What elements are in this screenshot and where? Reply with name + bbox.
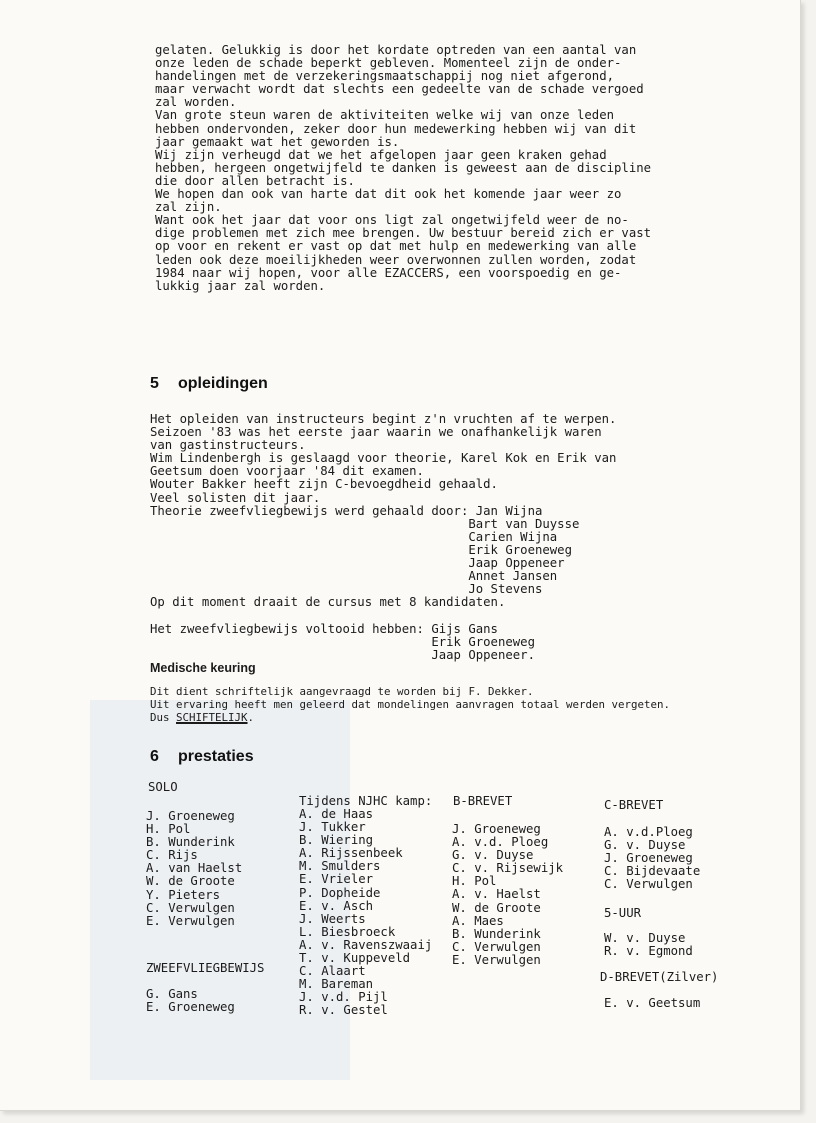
solo-list xyxy=(146,810,242,928)
bbrevet-list xyxy=(452,823,563,967)
text-line: dige problemen met zich mee brengen. Uw bestuur bereid zich er vast xyxy=(155,226,652,241)
text-line: Het opleiden van instructeurs begint z'n vruchten af te werpen. xyxy=(150,412,617,426)
njhc-list xyxy=(299,808,432,1018)
section-6-heading xyxy=(150,748,254,766)
list-item: E. v. Asch xyxy=(299,898,374,913)
medical-suffix: . xyxy=(247,711,255,724)
list-item: J. Weerts xyxy=(299,911,366,926)
list-item: B. Wunderink xyxy=(146,835,235,850)
text-line: zal worden. xyxy=(155,95,237,110)
list-item: H. Pol xyxy=(452,874,497,889)
dbrevet-header: D-BREVET(Zilver) xyxy=(600,970,719,984)
list-item: B. Wunderink xyxy=(452,926,541,941)
list-item: C. v. Rijsewijk xyxy=(452,861,564,876)
text-line: lukkig jaar zal worden. xyxy=(155,278,326,293)
text-line: Geetsum doen voorjaar '84 dit examen. xyxy=(150,464,424,479)
text-line: Wouter Bakker heeft zijn C-bevoegdheid gehaald. xyxy=(150,477,498,492)
medical-heading: Medische keuring xyxy=(150,661,256,675)
text-line: Veel solisten dit jaar. xyxy=(150,490,321,505)
list-item: A. Rijssenbeek xyxy=(299,846,403,861)
medical-line-3 xyxy=(150,711,254,724)
text-line: Jo Stevens xyxy=(150,582,543,597)
text-line: Want ook het jaar dat voor ons ligt zal ongetwijfeld weer de no- xyxy=(155,213,629,228)
list-item: J. Tukker xyxy=(299,820,366,835)
text-line: maar verwacht wordt dat slechts een gedeelte van de schade vergoed xyxy=(155,82,644,97)
text-line: gelaten. Gelukkig is door het kordate optreden van een aantal van xyxy=(155,43,637,57)
zweefvliegbewijs-header: ZWEEFVLIEGBEWIJS xyxy=(146,961,265,975)
section-number: 6 xyxy=(150,748,159,765)
text-line: Jaap Oppeneer. xyxy=(150,647,535,662)
list-item: C. Verwulgen xyxy=(452,939,541,954)
list-item: J. Groeneweg xyxy=(146,809,235,823)
list-item: W. de Groote xyxy=(452,900,541,915)
list-item: A. v. Haelst xyxy=(452,887,541,902)
list-item: R. v. Gestel xyxy=(299,1003,388,1018)
list-item: E. Vrieler xyxy=(299,872,374,887)
medical-emphasis: SCHIFTELIJK xyxy=(176,711,248,724)
list-item: E. Verwulgen xyxy=(452,952,541,967)
bbrevet-header: B-BREVET xyxy=(453,794,513,808)
list-item: W. de Groote xyxy=(146,874,235,889)
list-item: R. v. Egmond xyxy=(604,944,693,959)
list-item: T. v. Kuppeveld xyxy=(299,951,411,966)
list-item: C. Rijs xyxy=(146,848,198,863)
list-item: C. Bijdevaate xyxy=(604,864,701,879)
text-line: Van grote steun waren de aktiviteiten welke wij van onze leden xyxy=(155,108,615,123)
text-line: We hopen dan ook van harte dat dit ook het komende jaar weer zo xyxy=(155,187,622,202)
list-item: E. v. Geetsum xyxy=(604,996,701,1010)
text-line: Theorie zweefvliegbewijs werd gehaald door: Jan Wijna xyxy=(150,503,543,518)
dbrevet-list xyxy=(604,997,700,1010)
medical-line-2: Uit ervaring heeft men geleerd dat mondelingen aanvragen totaal werden vergeten. xyxy=(150,698,671,711)
list-item: P. Dopheide xyxy=(299,885,381,900)
text-line: hebben, hergeen ongetwijfeld te danken is geweest aan de discipline xyxy=(155,160,652,175)
text-line: jaar gemaakt wat het geworden is. xyxy=(155,134,400,149)
text-line: hebben ondervonden, zeker door hun medewerking hebben wij van dit xyxy=(155,121,637,136)
njhc-header: Tijdens NJHC kamp: xyxy=(299,794,433,808)
list-item: G. v. Duyse xyxy=(452,848,534,863)
section-5-heading xyxy=(150,375,268,393)
list-item: Y. Pieters xyxy=(146,887,221,902)
list-item: C. Alaart xyxy=(299,964,366,979)
list-item: J. v.d. Pijl xyxy=(299,990,388,1005)
text-line: die door allen betracht is. xyxy=(155,173,355,188)
list-item: A. v.d. Ploeg xyxy=(452,835,549,850)
list-item: A. van Haelst xyxy=(146,861,243,876)
list-item: C. Verwulgen xyxy=(604,877,693,892)
intro-text xyxy=(155,44,651,293)
list-item: J. Groeneweg xyxy=(604,851,693,866)
text-line: Jaap Oppeneer xyxy=(150,556,565,571)
text-line: van gastinstructeurs. xyxy=(150,438,306,453)
text-line: Wij zijn verheugd dat we het afgelopen jaar geen kraken gehad xyxy=(155,147,607,162)
text-line: Op dit moment draait de cursus met 8 kandidaten. xyxy=(150,595,506,610)
text-line: Bart van Duysse xyxy=(150,516,580,531)
section-5-text xyxy=(150,413,616,662)
cbrevet-header: C-BREVET xyxy=(604,798,664,812)
text-line: leden ook deze moeilijkheden weer overwonnen zullen worden, zodat xyxy=(155,252,637,267)
text-line: Erik Groeneweg xyxy=(150,542,572,557)
list-item: E. Groeneweg xyxy=(146,1000,235,1015)
list-item: M. Bareman xyxy=(299,977,374,992)
section-title: opleidingen xyxy=(178,375,268,392)
text-line: Wim Lindenbergh is geslaagd voor theorie, Karel Kok en Erik van xyxy=(150,451,617,466)
vijfuur-header: 5-UUR xyxy=(604,906,642,920)
list-item: W. v. Duyse xyxy=(604,931,686,945)
solo-header: SOLO xyxy=(148,780,178,794)
list-item: A. Maes xyxy=(452,913,504,928)
text-line: Seizoen '83 was het eerste jaar waarin we onafhankelijk waren xyxy=(150,425,602,440)
vijfuur-list xyxy=(604,932,693,958)
list-item: M. Smulders xyxy=(299,859,381,874)
cbrevet-list xyxy=(604,826,700,891)
text-line: zal zijn. xyxy=(155,200,222,215)
text-line: 1984 naar wij hopen, voor alle EZACCERS, een voorspoedig en ge- xyxy=(155,265,622,280)
text-line: Carien Wijna xyxy=(150,529,558,544)
list-item: H. Pol xyxy=(146,822,191,837)
zweefvliegbewijs-list xyxy=(146,988,235,1014)
list-item: G. v. Duyse xyxy=(604,838,686,853)
text-line: Erik Groeneweg xyxy=(150,634,535,649)
list-item: G. Gans xyxy=(146,987,198,1001)
list-item: J. Groeneweg xyxy=(452,822,541,836)
medical-prefix: Dus xyxy=(150,711,177,724)
text-line xyxy=(150,609,616,622)
section-title: prestaties xyxy=(178,748,254,765)
list-item: E. Verwulgen xyxy=(146,913,235,928)
list-item: B. Wiering xyxy=(299,833,374,848)
text-line: Annet Jansen xyxy=(150,569,558,584)
text-line: Het zweefvliegbewijs voltooid hebben: Gijs Gans xyxy=(150,621,498,636)
list-item: A. de Haas xyxy=(299,807,374,821)
text-line: onze leden de schade beperkt gebleven. Momenteel zijn de onder- xyxy=(155,56,622,71)
text-line: op voor en rekent er vast op dat met hulp en medewerking van alle xyxy=(155,239,637,254)
list-item: L. Biesbroeck xyxy=(299,924,396,939)
list-item: A. v.d.Ploeg xyxy=(604,825,693,839)
section-number: 5 xyxy=(150,375,159,392)
list-item: C. Verwulgen xyxy=(146,900,235,915)
list-item: A. v. Ravenszwaaij xyxy=(299,937,433,952)
medical-line-1: Dit dient schriftelijk aangevraagd te worden bij F. Dekker. xyxy=(150,685,534,698)
text-line: handelingen met de verzekeringsmaatschappij nog niet afgerond, xyxy=(155,69,615,84)
